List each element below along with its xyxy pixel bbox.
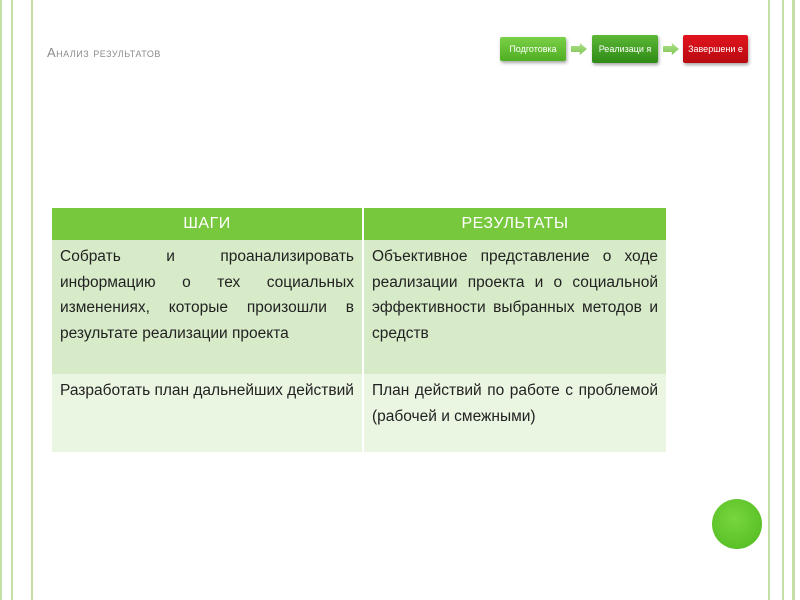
step-completion: Завершени е [683, 35, 748, 63]
table-cell: План действий по работе с проблемой (рабочей и смежными) [363, 374, 666, 452]
frame-line [31, 0, 33, 600]
table-header-row [52, 208, 666, 240]
table-row [52, 240, 666, 374]
page-title: Анализ результатов [47, 45, 161, 60]
frame-line [782, 0, 784, 600]
table-row [52, 374, 666, 452]
column-header-results: РЕЗУЛЬТАТЫ [363, 208, 666, 240]
frame-line [0, 0, 2, 600]
frame-line [11, 0, 13, 600]
step-implementation: Реализаци я [592, 35, 658, 63]
table-cell: Разработать план дальнейших действий [52, 374, 363, 452]
step-preparation: Подготовка [500, 37, 566, 61]
table-cell: Объективное представление о ходе реализации проекта и о социальной эффективности выбранных методов и средств [363, 240, 666, 374]
frame-line [792, 0, 795, 600]
results-table [52, 208, 666, 452]
column-header-steps: ШАГИ [52, 208, 363, 240]
frame-line [768, 0, 770, 600]
table-cell: Собрать и проанализировать информацию о тех социальных изменениях, которые произошли в результате реализации проекта [52, 240, 363, 374]
decorative-circle [712, 499, 762, 549]
